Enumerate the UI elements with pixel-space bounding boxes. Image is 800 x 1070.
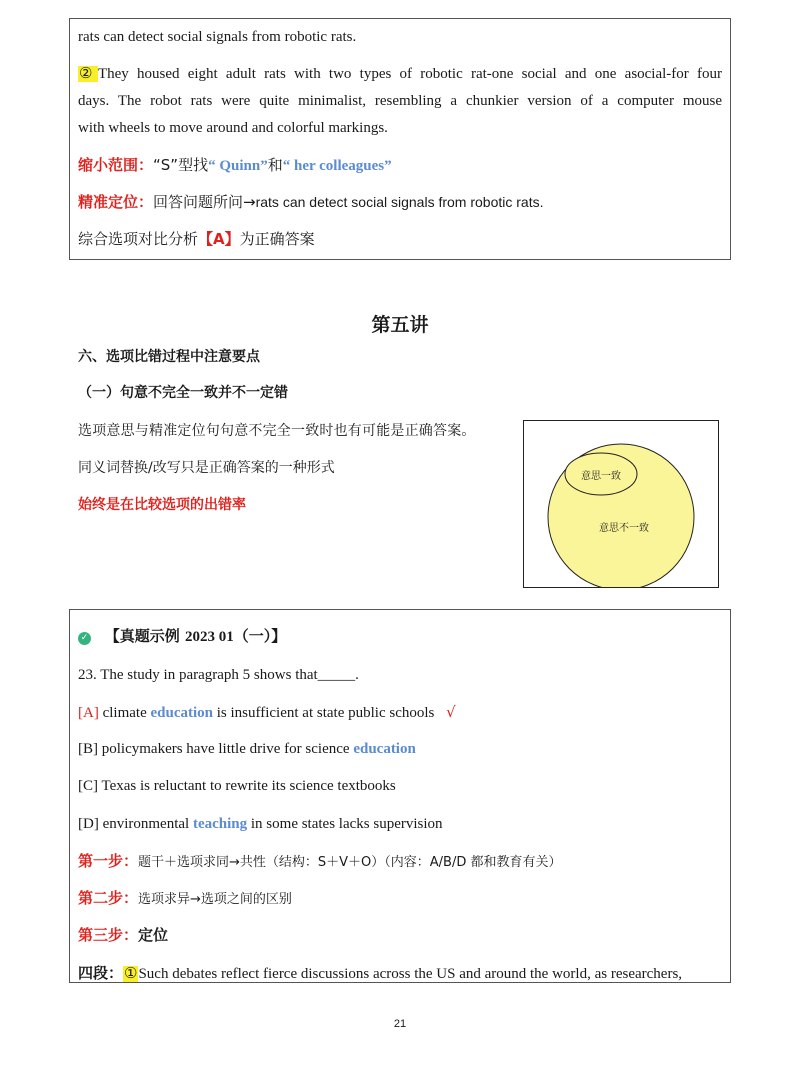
box1-para2-line3: with wheels to move around and colorful markings.: [78, 120, 388, 136]
step-3: 第三步：定位: [78, 926, 169, 944]
narrow-scope-label: 缩小范围：: [78, 156, 154, 174]
correct-check-icon: √: [446, 703, 456, 721]
para-marker-1: ①: [124, 966, 138, 982]
venn-diagram: [523, 420, 719, 588]
option-d: [D] environmental teaching in some states lacks supervision: [78, 816, 443, 832]
option-c: [C] Texas is reluctant to rewrite its science textbooks: [78, 778, 396, 794]
conclusion-line: 综合选项对比分析【A】为正确答案: [78, 230, 315, 248]
option-a-label: [A]: [78, 705, 99, 721]
narrow-scope-line: 缩小范围：“S”型找“ Quinn”和“ her colleagues”: [78, 156, 392, 174]
example-header: ✓ 【真题示例 2023 01（一）】: [78, 626, 722, 647]
excerpt-box-1: [69, 18, 731, 260]
precise-locate-label: 精准定位：: [78, 193, 154, 211]
box1-para2-line2: days. The robot rats were quite minimalist, resembling a chunkier version of a computer mouse: [78, 93, 722, 109]
outer-label: 意思不一致: [599, 523, 649, 534]
lecture-title: 第五讲: [371, 314, 429, 336]
body-line-1: 选项意思与精准定位句句意不完全一致时也有可能是正确答案。: [78, 423, 476, 439]
page-number: 21: [393, 1018, 407, 1030]
option-b: [B] policymakers have little drive for science education: [78, 741, 416, 757]
check-circle-icon: ✓: [78, 632, 91, 645]
step-1: 第一步：题干＋选项求同→共性（结构：S＋V＋O）（内容：A/B/D 都和教育有关）: [78, 852, 562, 870]
step-2: 第二步：选项求异→选项之间的区别: [78, 889, 292, 907]
para-marker-2: ②: [79, 66, 97, 82]
emphasis-line: 始终是在比较选项的出错率: [78, 497, 246, 513]
question-stem: 23. The study in paragraph 5 shows that_____.: [78, 667, 359, 683]
exam-example-box: [69, 609, 731, 983]
subsection-heading: （一）句意不完全一致并不一定错: [78, 385, 288, 401]
paragraph-4-line: 四段：①Such debates reflect fierce discussions across the US and around the world, as researchers,: [78, 964, 683, 982]
body-line-2: 同义词替换/改写只是正确答案的一种形式: [78, 460, 335, 476]
venn-svg: [524, 421, 718, 587]
box1-line1: rats can detect social signals from robotic rats.: [78, 29, 357, 45]
inner-label: 意思一致: [581, 471, 621, 482]
section-heading: 六、选项比错过程中注意要点: [78, 349, 260, 365]
box1-para2-line1: ②They housed eight adult rats with two types of robotic rat-one social and one asocial-for four: [79, 66, 723, 82]
option-a: [A] climate education is insufficient at state public schools √: [78, 703, 456, 721]
answer-label: 【A】: [198, 230, 240, 248]
precise-locate-line: 精准定位：回答问题所问→rats can detect social signals from robotic rats.: [78, 193, 544, 211]
